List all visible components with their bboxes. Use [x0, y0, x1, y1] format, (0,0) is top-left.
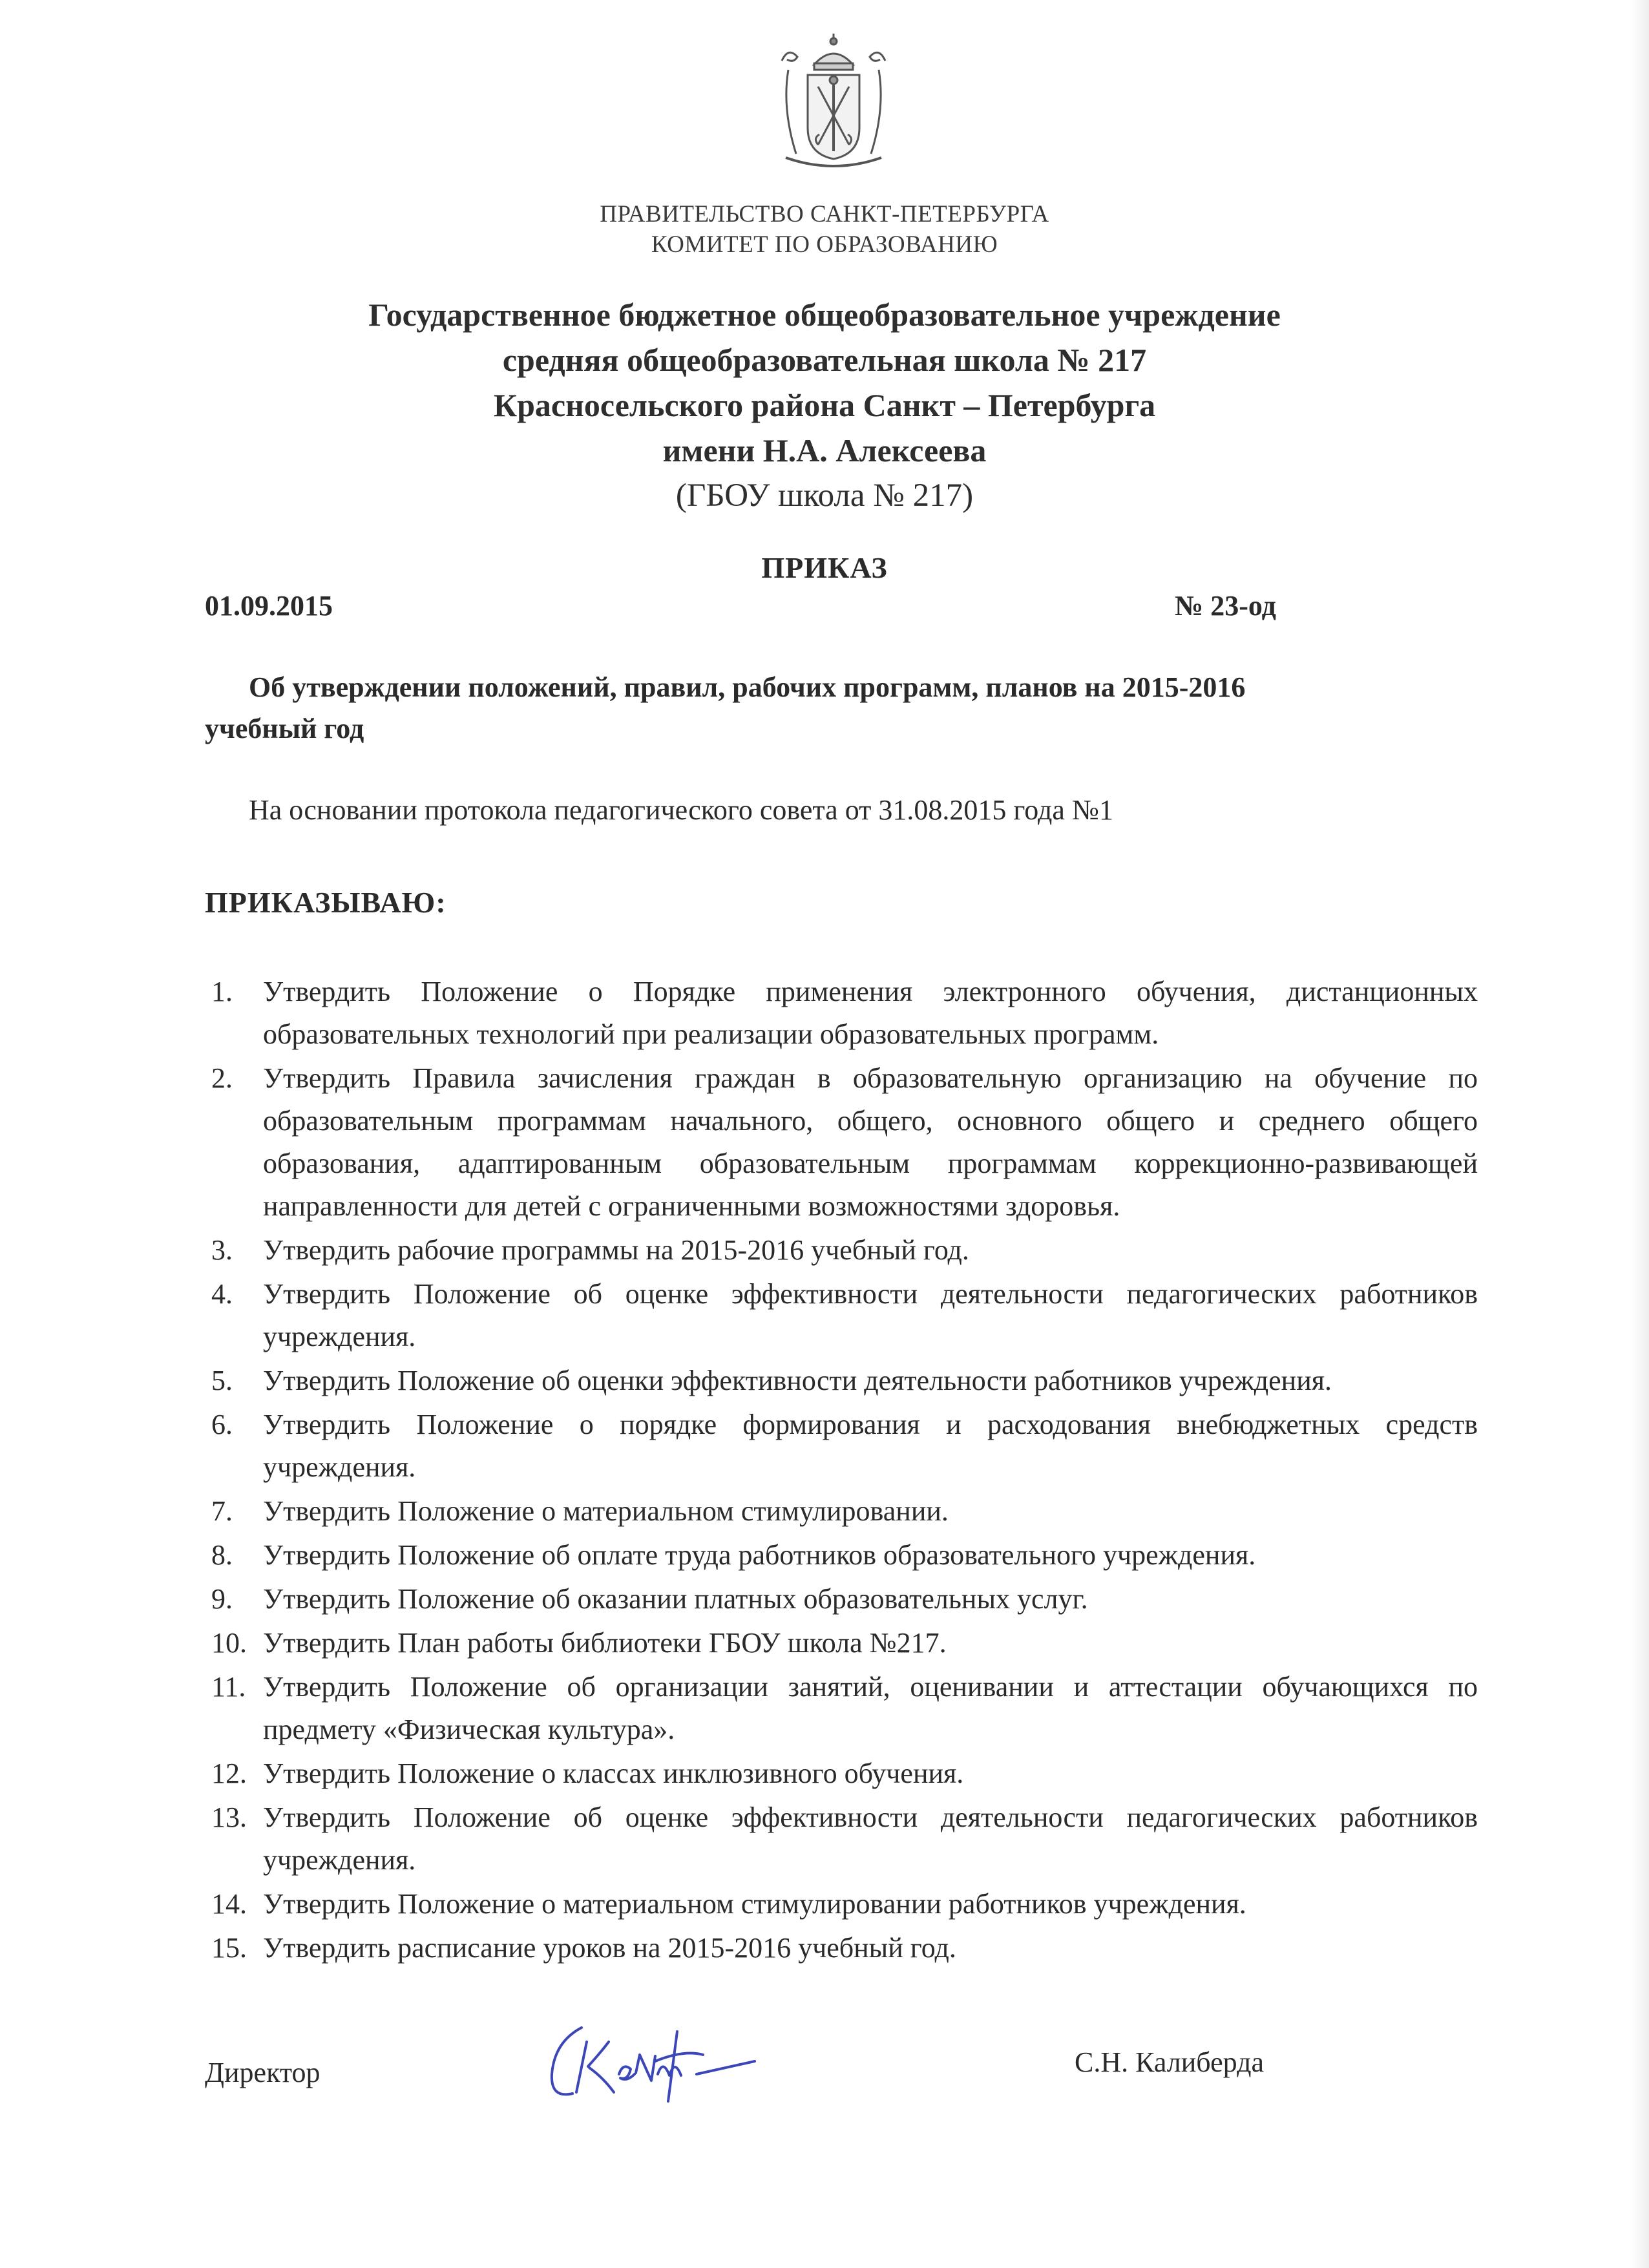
list-item	[205, 971, 1478, 1056]
list-item	[205, 1927, 1478, 1969]
list-item	[205, 1534, 1478, 1577]
item-text: Утвердить Положение о порядке формирования и расходования внебюджетных средств учреждения.	[263, 1409, 1478, 1483]
list-item	[205, 1403, 1478, 1489]
item-text: Утвердить Положение об оплате труда работников образовательного учреждения.	[263, 1539, 1256, 1571]
item-text: Утвердить расписание уроков на 2015-2016 учебный год.	[263, 1932, 956, 1964]
signature-image	[541, 2016, 787, 2113]
list-item	[205, 1057, 1478, 1228]
order-subject-line: учебный год	[205, 713, 364, 744]
item-number: 14.	[211, 1888, 247, 1920]
item-number: 3.	[211, 1234, 233, 1266]
scan-edge	[1631, 0, 1649, 2268]
item-number: 12.	[211, 1758, 247, 1789]
school-title-line: средняя общеобразовательная школа № 217	[502, 342, 1147, 378]
item-number: 1.	[211, 976, 233, 1007]
item-text: Утвердить Положение о Порядке применения электронного обучения, дистанционных образовательных технологий при реализации образовательных программ.	[263, 976, 1478, 1050]
item-text: Утвердить Положение об оценки эффективности деятельности работников учреждения.	[263, 1365, 1332, 1396]
item-number: 11.	[211, 1671, 246, 1703]
item-text: Утвердить Положение об организации занятий, оценивании и аттестации обучающихся по предмету «Физическая культура».	[263, 1671, 1478, 1745]
item-number: 15.	[211, 1932, 247, 1964]
order-heading: ПРИКАЗ	[761, 551, 888, 584]
list-item	[205, 1752, 1478, 1795]
item-number: 10.	[211, 1627, 247, 1659]
school-title	[0, 292, 1649, 518]
item-number: 6.	[211, 1409, 233, 1440]
item-number: 5.	[211, 1365, 233, 1396]
list-item	[205, 1229, 1478, 1272]
list-item	[205, 1796, 1478, 1882]
order-date: 01.09.2015	[205, 590, 333, 622]
school-short-name: (ГБОУ школа № 217)	[675, 478, 974, 514]
order-subject-line: Об утверждении положений, правил, рабочих программ, планов на 2015-2016	[249, 671, 1246, 703]
government-name: ПРАВИТЕЛЬСТВО САНКТ-ПЕТЕРБУРГА	[600, 201, 1049, 227]
director-name: С.Н. Калиберда	[1075, 2046, 1264, 2078]
order-number: № 23-од	[1175, 590, 1276, 622]
list-item	[205, 1622, 1478, 1664]
item-number: 9.	[211, 1583, 233, 1615]
list-item	[205, 1578, 1478, 1621]
list-item	[205, 1360, 1478, 1402]
item-text: Утвердить План работы библиотеки ГБОУ школа №217.	[263, 1627, 947, 1659]
list-item	[205, 1273, 1478, 1358]
item-text: Утвердить Положение о классах инклюзивного обучения.	[263, 1758, 964, 1789]
item-text: Утвердить Положение о материальном стимулировании работников учреждения.	[263, 1888, 1246, 1920]
item-number: 7.	[211, 1495, 233, 1527]
order-subject	[205, 667, 1374, 750]
school-title-line: Красносельского района Санкт – Петербурга	[493, 387, 1156, 423]
item-text: Утвердить Положение об оценке эффективности деятельности педагогических работников учреждения.	[263, 1278, 1478, 1352]
committee-name: КОМИТЕТ ПО ОБРАЗОВАНИЮ	[651, 231, 998, 258]
item-text: Утвердить Положение об оценке эффективности деятельности педагогических работников учреждения.	[263, 1801, 1478, 1876]
coat-of-arms-icon	[762, 31, 905, 173]
list-item	[205, 1490, 1478, 1533]
list-item	[205, 1883, 1478, 1926]
item-number: 2.	[211, 1062, 233, 1094]
order-verb: ПРИКАЗЫВАЮ:	[205, 886, 446, 919]
item-text: Утвердить рабочие программы на 2015-2016 учебный год.	[263, 1234, 969, 1266]
order-items-list	[205, 971, 1478, 1971]
list-item	[205, 1666, 1478, 1751]
order-basis: На основании протокола педагогического совета от 31.08.2015 года №1	[249, 794, 1113, 826]
item-text: Утвердить Положение о материальном стимулировании.	[263, 1495, 949, 1527]
director-title: Директор	[205, 2057, 320, 2088]
item-number: 4.	[211, 1278, 233, 1310]
item-text: Утвердить Правила зачисления граждан в образовательную организацию на обучение по образовательным программам начального, общего, основного общего и среднего общего образования, адаптированным образовательным программам коррекционно-развивающей направленности для детей с ограниченными возможностями здоровья.	[263, 1062, 1478, 1222]
item-number: 8.	[211, 1539, 233, 1571]
school-title-line: имени Н.А. Алексеева	[662, 432, 987, 468]
item-text: Утвердить Положение об оказании платных образовательных услуг.	[263, 1583, 1088, 1615]
school-title-line: Государственное бюджетное общеобразовательное учреждение	[368, 297, 1281, 333]
item-number: 13.	[211, 1801, 247, 1833]
